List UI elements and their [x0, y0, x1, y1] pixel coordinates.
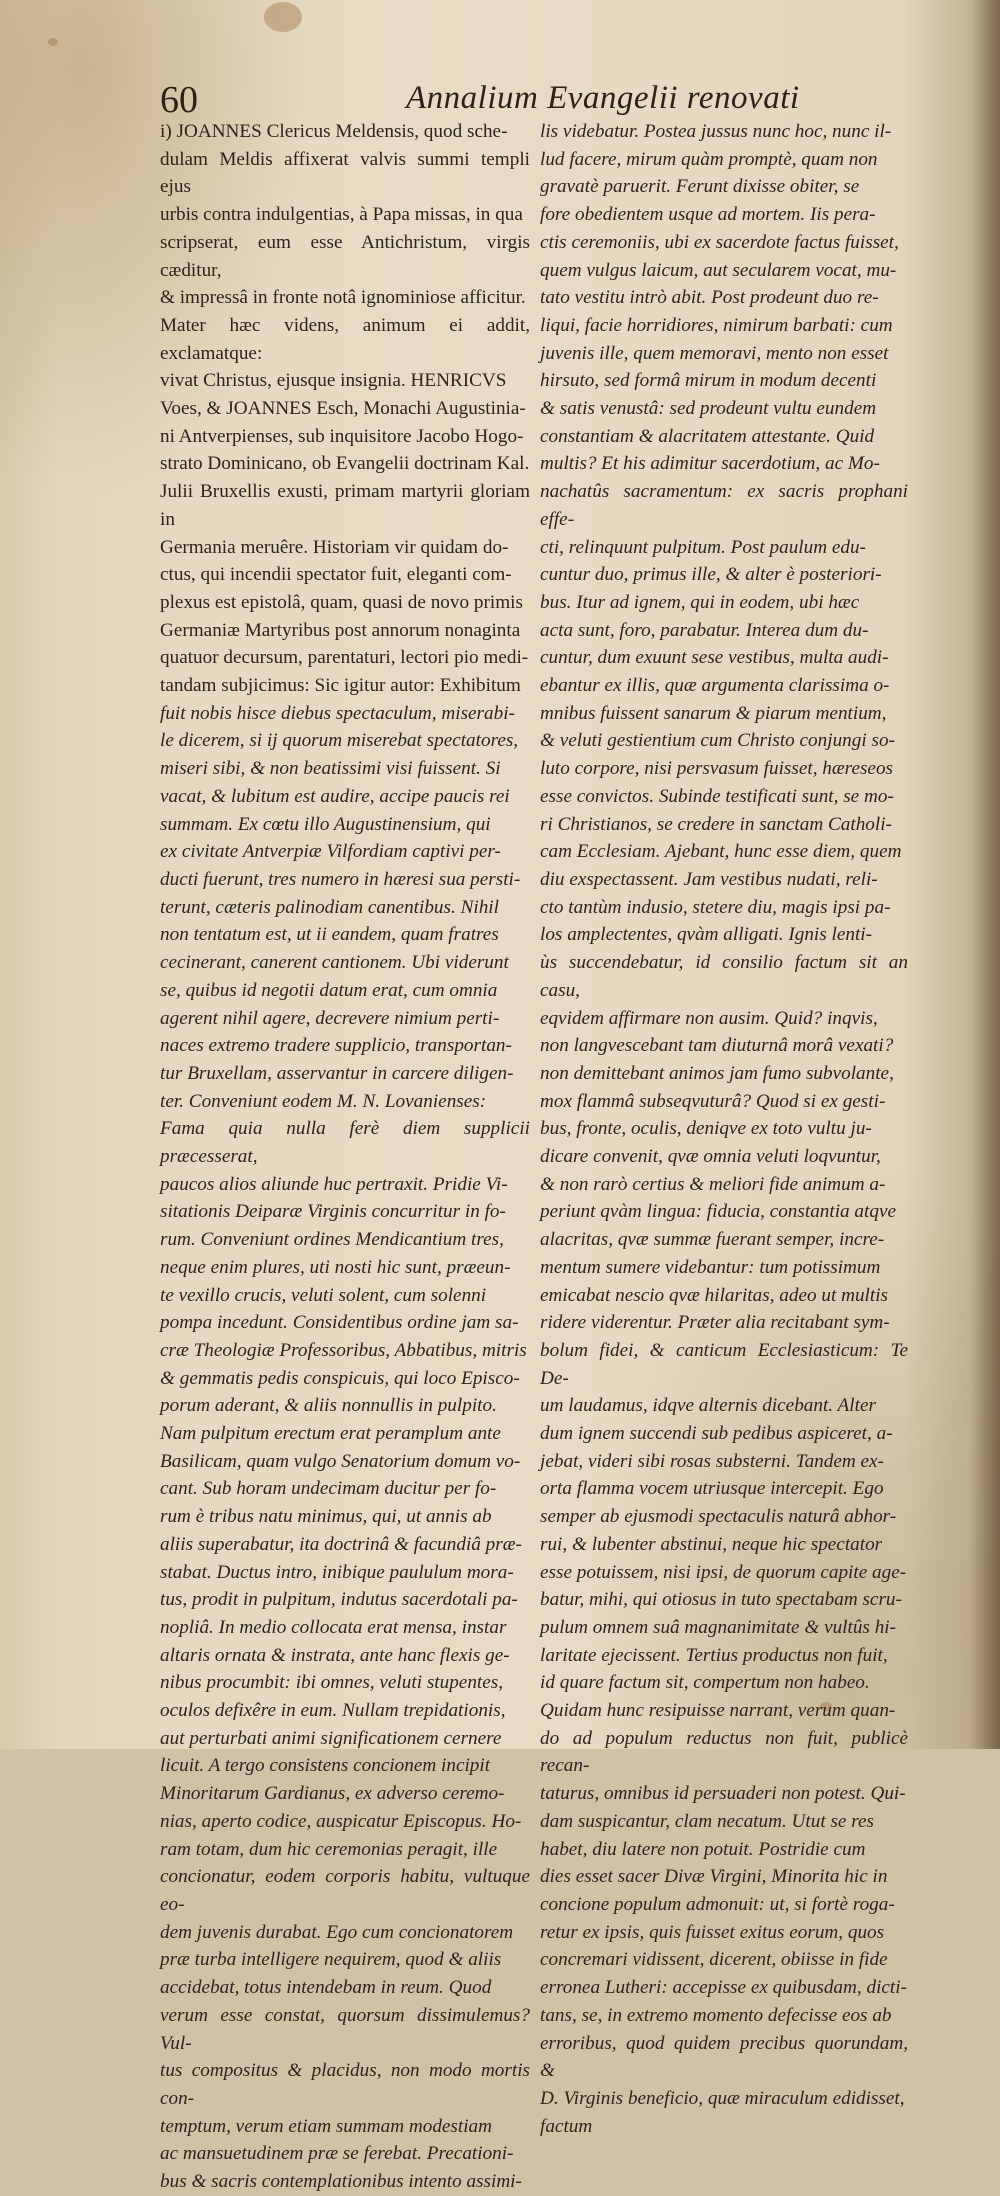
text-line: nopliâ. In medio collocata erat mensa, instar: [160, 1616, 507, 1638]
text-line: ex civitate Antverpiæ Vilfordiam captivi per-: [160, 841, 501, 863]
foxing-stain: [48, 38, 58, 46]
text-line: terunt, cæteris palinodiam canentibus. Nihil: [160, 896, 499, 918]
text-line: stabat. Ductus intro, inibique paululum mora-: [160, 1561, 514, 1583]
text-line: periunt qvàm lingua: fiducia, constantia atqve: [540, 1201, 896, 1223]
text-line: & veluti gestientium cum Christo conjungi so-: [540, 730, 895, 752]
text-line: aliis superabatur, ita doctrinâ & facundiâ præ-: [160, 1533, 522, 1555]
text-line: semper ab ejusmodi spectaculis naturâ abhor-: [540, 1506, 897, 1528]
text-line: ridere viderentur. Præter alia recitabant sym-: [540, 1312, 890, 1334]
text-line: do ad populum reductus non fuit, publicè recan-: [540, 1727, 908, 1777]
text-line: tus compositus & placidus, non modo mortis con-: [160, 2060, 530, 2109]
running-head: Annalium Evangelii renovati: [406, 80, 800, 116]
text-line: non langvescebant tam diuturnâ morâ vexati?: [540, 1035, 894, 1057]
text-line: cant. Sub horam undecimam ducitur per fo-: [160, 1478, 497, 1500]
text-line: dulam Meldis affixerat valvis summi templi ejus: [160, 148, 530, 198]
text-line: cti, relinquunt pulpitum. Post paulum edu-: [540, 536, 866, 558]
text-line: id quare factum sit, compertum non habeo.: [540, 1672, 870, 1694]
text-line: & non rarò certius & meliori fide animum a-: [540, 1173, 886, 1195]
text-line: mnibus fuissent sanarum & piarum mentium,: [540, 702, 887, 724]
text-line: rum. Conveniunt ordines Mendicantium tres,: [160, 1229, 504, 1251]
text-line: rui, & lubenter abstinui, neque hic spectator: [540, 1533, 883, 1555]
text-line: lis videbatur. Postea jussus nunc hoc, nunc il-: [540, 121, 892, 142]
text-line: alacritas, qvæ summæ fuerant semper, incre-: [540, 1229, 885, 1251]
text-line: fuit nobis hisce diebus spectaculum, miserabi-: [160, 702, 515, 724]
text-line: dicare convenit, qvæ omnia veluti loqvuntur,: [540, 1146, 881, 1168]
text-line: & satis venustâ: sed prodeunt vultu eundem: [540, 398, 877, 420]
text-line: tans, se, in extremo momento defecisse eos ab: [540, 2004, 892, 2026]
text-line: cto tantùm indusio, stetere diu, magis ipsi pa-: [540, 896, 891, 918]
text-line: Fama quia nulla ferè diem supplicii præcesserat,: [160, 1118, 530, 1168]
text-line: nibus procumbit: ibi omnes, veluti stupentes,: [160, 1672, 504, 1694]
text-line: non tentatum est, ut ii eandem, quam fratres: [160, 924, 499, 946]
text-line: cuntur, dum exuunt sese vestibus, multa audi-: [540, 647, 889, 669]
text-line: diu exspectassent. Jam vestibus nudati, reli-: [540, 868, 878, 890]
text-line: Minoritarum Gardianus, ex adverso ceremo-: [160, 1783, 505, 1805]
text-line: verum esse constat, quorsum dissimulemus? Vul-: [160, 2004, 530, 2054]
text-line: bus & sacris contemplationibus intento assimi-: [160, 2171, 522, 2193]
text-line: gravatè paruerit. Ferunt dixisse obiter, se: [540, 176, 860, 198]
text-line: plexus est epistolâ, quam, quasi de novo primis: [160, 591, 523, 613]
text-line: quem vulgus laicum, aut secularem vocat, mu-: [540, 259, 897, 281]
text-line: porum aderant, & aliis nonnullis in pulpito.: [160, 1395, 497, 1417]
text-line: bus, fronte, oculis, deniqve ex toto vultu ju-: [540, 1118, 872, 1140]
text-line: dies esset sacer Divæ Virgini, Minorita hic in: [540, 1866, 888, 1888]
text-line: nachatûs sacramentum: ex sacris prophani effe-: [540, 481, 908, 530]
text-line: retur ex ipsis, quis fuisset exitus eorum, quos: [540, 1921, 885, 1943]
text-line: altaris ornata & instrata, ante hanc flexis ge-: [160, 1644, 510, 1666]
text-line: concionatur, eodem corporis habitu, vultuque eo-: [160, 1866, 530, 1915]
text-line: hirsuto, sed formâ mirum in modum decenti: [540, 370, 877, 392]
text-line: Quidam hunc resipuisse narrant, verum quan-: [540, 1700, 896, 1722]
text-line: tandam subjicimus: Sic igitur autor: Exhibitum: [160, 675, 521, 697]
text-line: cræ Theologiæ Professoribus, Abbatibus, mitris: [160, 1339, 527, 1361]
text-line: & gemmatis pedis conspicuis, qui loco Episco-: [160, 1367, 520, 1389]
text-line: cuntur duo, primus ille, & alter è posteriori-: [540, 564, 882, 586]
text-line: dum ignem succendi sub pedibus aspiceret, a-: [540, 1423, 893, 1445]
text-line: cam Ecclesiam. Ajebant, hunc esse diem, quem: [540, 841, 902, 863]
text-line: ni Antverpienses, sub inquisitore Jacobo Hogo-: [160, 425, 524, 447]
text-line: esse convictos. Subinde testificati sunt, se mo-: [540, 785, 894, 807]
text-line: constantiam & alacritatem attestante. Quid: [540, 425, 875, 447]
text-line: los amplectentes, qvàm alligati. Ignis lenti-: [540, 924, 872, 946]
text-line: dem juvenis durabat. Ego cum concionatorem: [160, 1921, 514, 1943]
text-line: concremari vidissent, dicerent, obiisse in fide: [540, 1949, 888, 1971]
text-line: luto corpore, nisi persvasum fuisset, hæreseos: [540, 758, 894, 780]
text-line: D. Virginis beneficio, quæ miraculum edidisset,: [540, 2087, 905, 2109]
text-line: temptum, verum etiam summam modestiam: [160, 2115, 493, 2137]
text-line: ducti fuerunt, tres numero in hæresi sua persti-: [160, 868, 521, 890]
text-line: ri Christianos, se credere in sanctam Catholi-: [540, 813, 892, 835]
text-line: eqvidem affirmare non ausim. Quid? inqvis,: [540, 1007, 878, 1029]
text-line: tus, prodit in pulpitum, indutus sacerdotali pa-: [160, 1589, 518, 1611]
text-line: neque enim plures, uti nosti hic sunt, præeun-: [160, 1256, 511, 1278]
text-line: acta sunt, foro, parabatur. Interea dum du-: [540, 619, 869, 641]
text-line: mox flammâ subseqvuturâ? Quod si ex gesti-: [540, 1090, 886, 1112]
text-line: Germaniæ Martyribus post annorum nonaginta: [160, 619, 521, 641]
foxing-stain: [264, 2, 302, 32]
text-line: concione populum admonuit: ut, si fortè roga-: [540, 1894, 895, 1915]
text-line: non demittebant animos jam fumo subvolante,: [540, 1062, 894, 1084]
text-line: Voes, & JOANNES Esch, Monachi Augustinia-: [160, 398, 526, 420]
text-line: pompa incedunt. Considentibus ordine jam sa-: [160, 1312, 519, 1334]
text-line: miseri sibi, & non beatissimi visi fuissent. Si: [160, 758, 501, 780]
page-edge-shadow: [970, 0, 1000, 1749]
text-line: Nam pulpitum erectum erat peramplum ante: [160, 1423, 501, 1445]
text-line: cecinerant, canerent cantionem. Ubi viderunt: [160, 952, 509, 974]
text-line: ebantur ex illis, quæ argumenta clarissima o-: [540, 675, 890, 697]
text-line: esse potuissem, nisi ipsi, de quorum capite age-: [540, 1561, 907, 1583]
text-line: Basilicam, quam vulgo Senatorium domum vo-: [160, 1450, 521, 1472]
left-text-column: [160, 118, 530, 2196]
text-line: ac mansuetudinem præ se ferebat. Precationi-: [160, 2143, 514, 2165]
text-line: orta flamma vocem utriusque intercepit. Ego: [540, 1478, 884, 1500]
text-line: um laudamus, idqve alternis dicebant. Alter: [540, 1395, 876, 1417]
text-line: jebat, videri sibi rosas substerni. Tandem ex-: [540, 1450, 884, 1472]
text-line: præ turba intelligere nequirem, quod & aliis: [160, 1949, 502, 1971]
text-line: taturus, omnibus id persuaderi non potest. Qui-: [540, 1783, 906, 1805]
text-line: ctis ceremoniis, ubi ex sacerdote factus fuisset,: [540, 231, 899, 253]
text-line: rum è tribus natu minimus, qui, ut annis ab: [160, 1506, 492, 1528]
text-line: ùs succendebatur, id consilio factum sit an casu,: [540, 952, 908, 1001]
text-line: & impressâ in fronte notâ ignominiose afficitur.: [160, 287, 526, 309]
text-line: summam. Ex cœtu illo Augustinensium, qui: [160, 813, 491, 835]
text-line: erronea Lutheri: accepisse ex quibusdam, dicti-: [540, 1977, 907, 1999]
text-line: Mater hæc videns, animum ei addit, exclamatque:: [160, 314, 530, 364]
text-line: i) JOANNES Clericus Meldensis, quod sche-: [160, 121, 508, 142]
text-line: ram totam, dum hic ceremonias peragit, ille: [160, 1838, 498, 1860]
text-line: laritate ejecissent. Tertius productus non fuit,: [540, 1644, 888, 1666]
text-line: vacat, & lubitum est audire, accipe paucis rei: [160, 785, 510, 807]
text-line: strato Dominicano, ob Evangelii doctrinam Kal.: [160, 453, 530, 475]
text-line: licuit. A tergo consistens concionem incipit: [160, 1755, 491, 1777]
page-number: 60: [160, 79, 198, 121]
text-line: habet, diu latere non potuit. Postridie cum: [540, 1838, 866, 1860]
text-line: Julii Bruxellis exusti, primam martyrii gloriam in: [160, 481, 530, 530]
text-line: erroribus, quod quidem precibus quorundam, &: [540, 2032, 908, 2082]
text-line: mentum sumere videbantur: tum potissimum: [540, 1256, 881, 1278]
text-line: paucos alios aliunde huc pertraxit. Pridie Vi-: [160, 1173, 508, 1195]
text-line: batur, mihi, qui otiosus in tuto spectabam scru-: [540, 1589, 902, 1611]
text-line: urbis contra indulgentias, à Papa missas, in qua: [160, 204, 523, 226]
text-line: agerent nihil agere, decrevere nimium perti-: [160, 1007, 500, 1029]
text-line: scripserat, eum esse Antichristum, virgis cæditur,: [160, 231, 530, 281]
text-line: factum: [540, 2115, 593, 2137]
text-line: multis? Et his adimitur sacerdotium, ac Mo-: [540, 453, 880, 475]
text-line: juvenis ille, quem memoravi, mento non esset: [540, 342, 889, 364]
text-line: lud facere, mirum quàm promptè, quam non: [540, 148, 878, 170]
text-line: ctus, qui incendii spectator fuit, eleganti com-: [160, 564, 512, 586]
text-line: liqui, facie horridiores, nimirum barbati: cum: [540, 314, 893, 336]
text-line: vivat Christus, ejusque insignia. HENRICVS: [160, 370, 507, 392]
right-text-column: [540, 118, 908, 2140]
text-line: naces extremo tradere supplicio, transportan-: [160, 1035, 512, 1057]
text-line: tur Bruxellam, asservantur in carcere diligen-: [160, 1062, 514, 1084]
text-line: te vexillo crucis, veluti solent, cum solenni: [160, 1284, 487, 1306]
text-line: sitationis Deiparæ Virginis concurritur in fo-: [160, 1201, 506, 1223]
text-line: le dicerem, si ij quorum miserebat spectatores,: [160, 730, 519, 752]
text-line: Germania meruêre. Historiam vir quidam do-: [160, 536, 509, 558]
text-line: fore obedientem usque ad mortem. Iis pera-: [540, 204, 876, 226]
text-line: pulum omnem suâ magnanimitate & vultûs hi-: [540, 1616, 897, 1638]
text-line: tato vestitu intrò abit. Post prodeunt duo re-: [540, 287, 879, 309]
text-line: emicabat nescio qvæ hilaritas, adeo ut multis: [540, 1284, 889, 1306]
text-line: oculos defixêre in eum. Nullam trepidationis,: [160, 1700, 506, 1722]
text-line: accidebat, totus intendebam in reum. Quod: [160, 1977, 492, 1999]
text-line: bolum fidei, & canticum Ecclesiasticum: Te De-: [540, 1339, 908, 1389]
text-line: se, quibus id negotii datum erat, cum omnia: [160, 979, 498, 1001]
text-line: bus. Itur ad ignem, qui in eodem, ubi hæc: [540, 591, 860, 613]
text-line: nias, aperto codice, auspicatur Episcopus. Ho-: [160, 1810, 522, 1832]
text-line: ter. Conveniunt eodem M. N. Lovanienses:: [160, 1090, 487, 1112]
text-line: quatuor decursum, parentaturi, lectori pio medi-: [160, 647, 529, 669]
text-line: aut perturbati animi significationem cernere: [160, 1727, 502, 1749]
text-line: dam suspicantur, clam necatum. Utut se res: [540, 1810, 874, 1832]
